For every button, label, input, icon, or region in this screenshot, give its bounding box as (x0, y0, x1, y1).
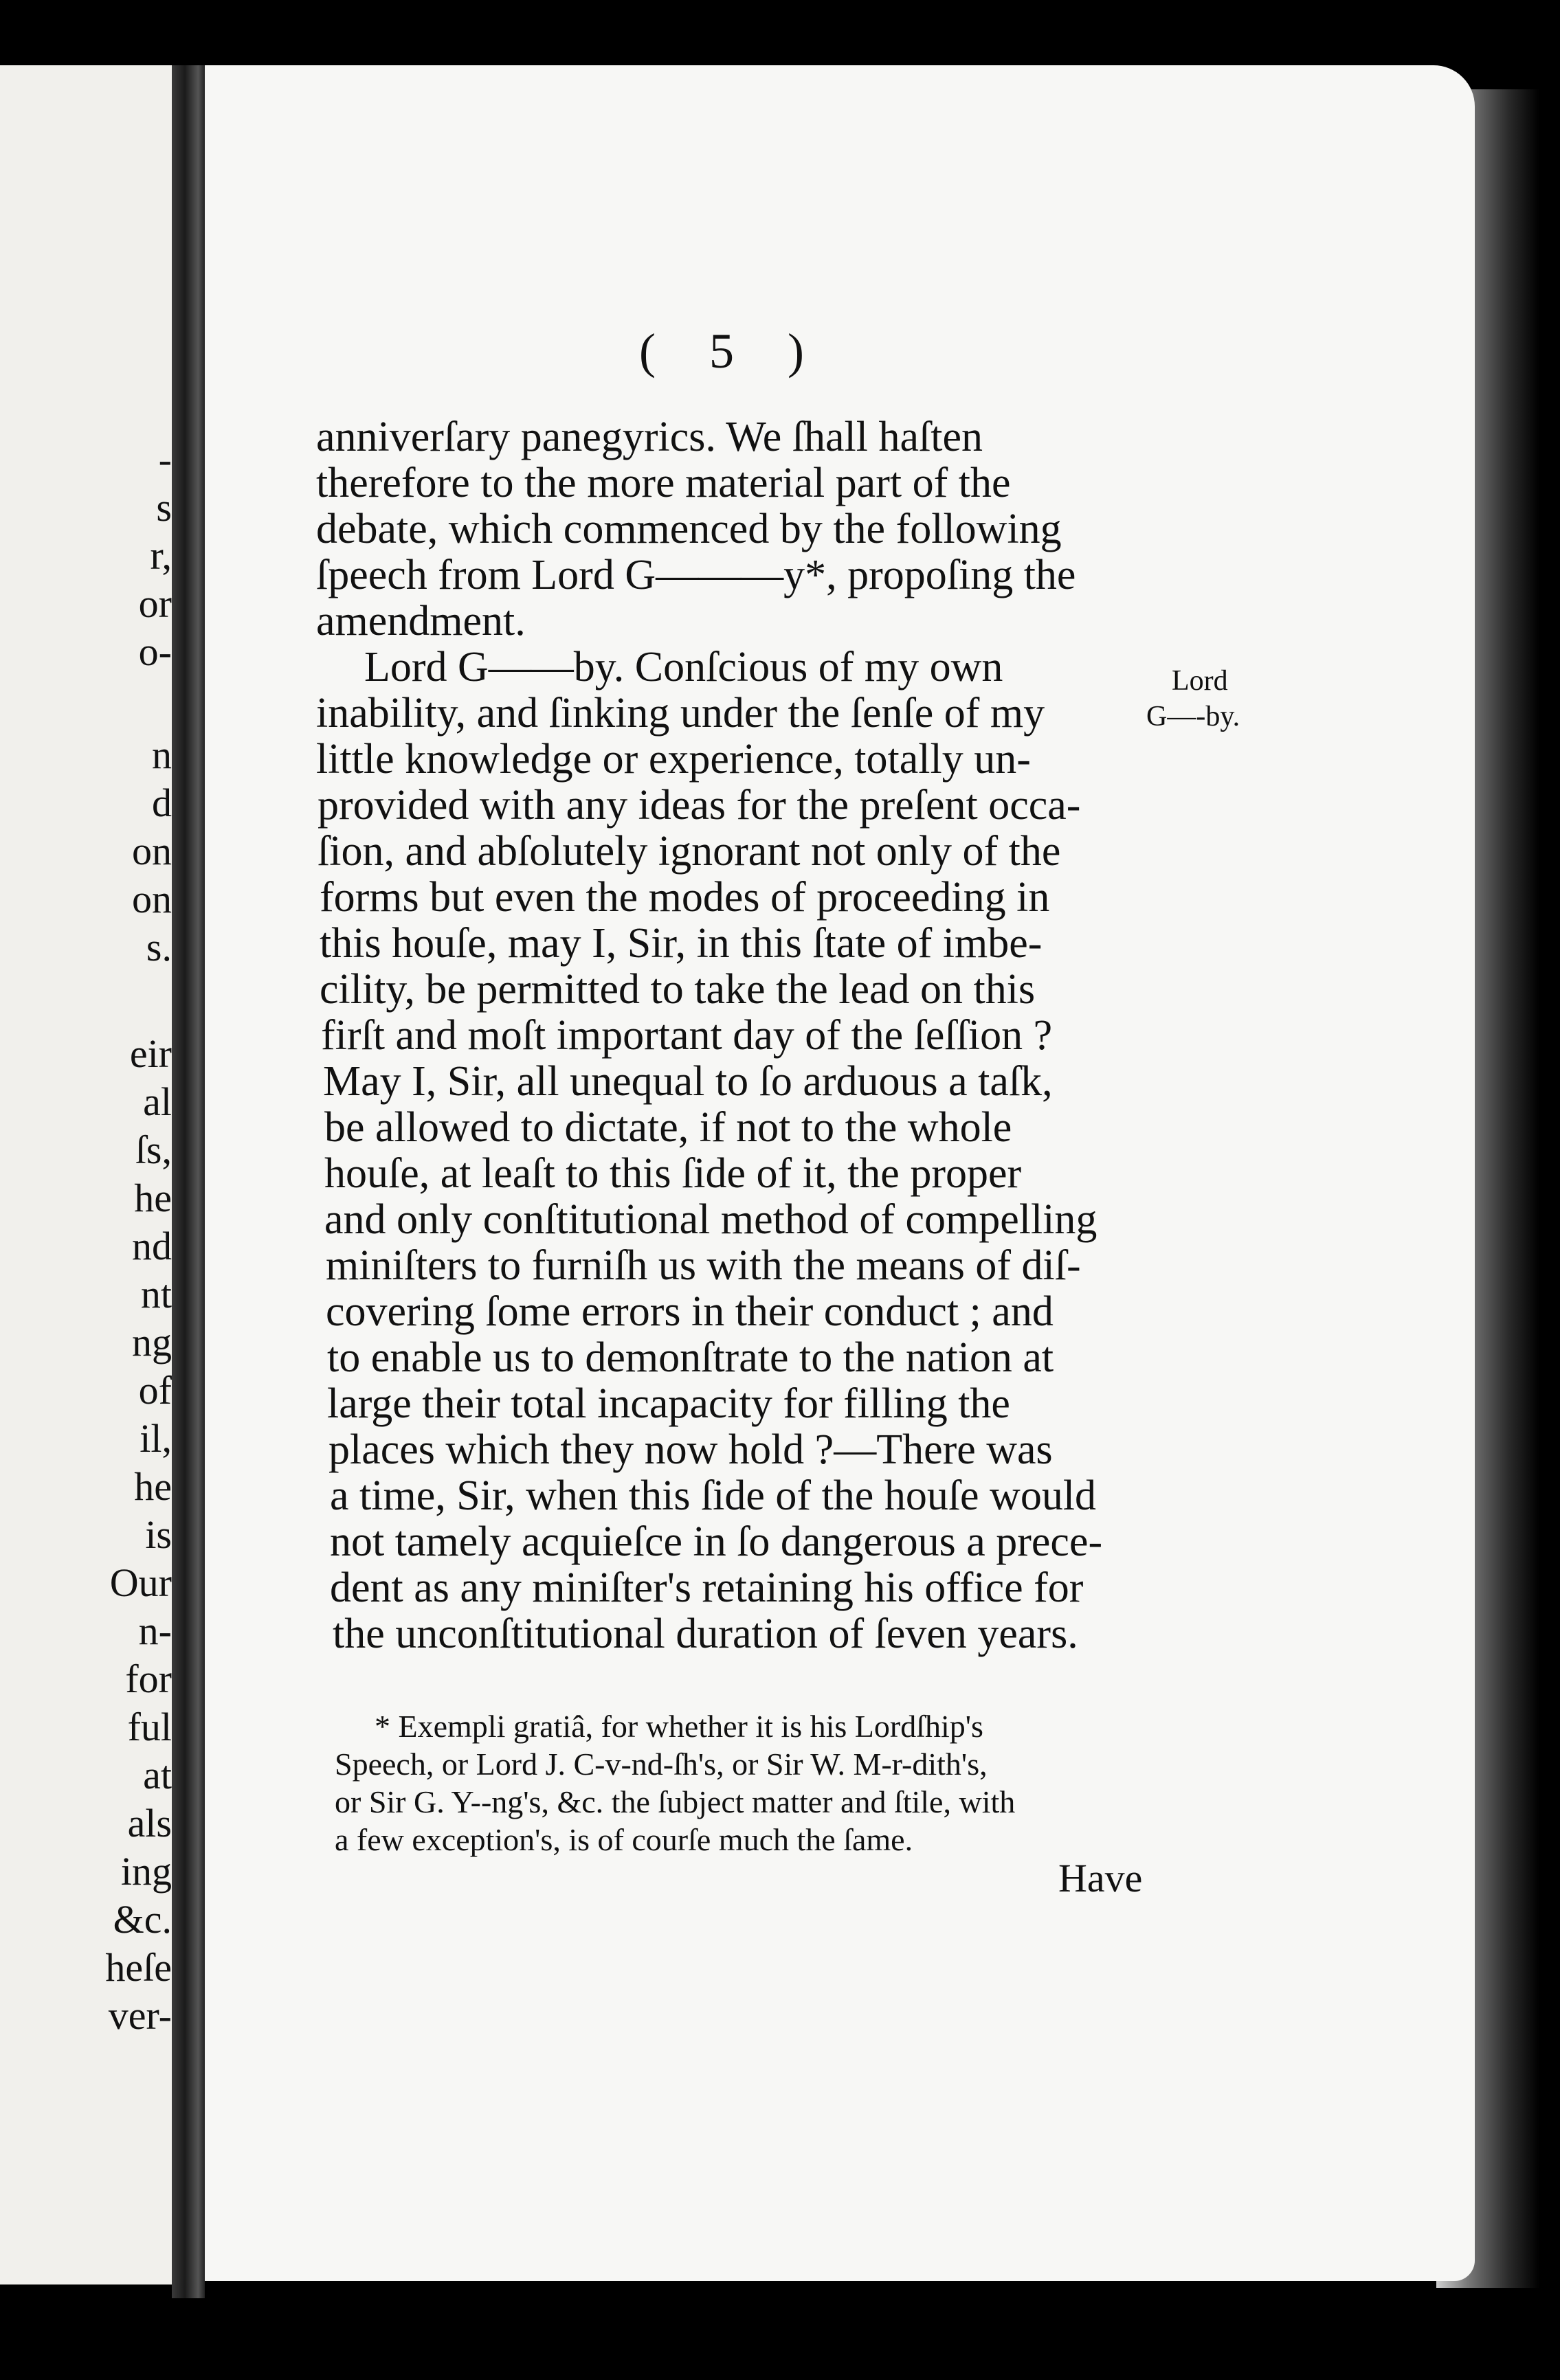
left-fragment: or (138, 581, 172, 626)
body-line: firſt and moſt important day of the ſeſſion ? (321, 1012, 1053, 1059)
body-line: houſe, at leaſt to this ſide of it, the proper (324, 1150, 1022, 1197)
body-line: May I, Sir, all unequal to ſo arduous a taſk, (323, 1058, 1053, 1105)
body-line: miniſters to furniſh us with the means of diſ- (326, 1242, 1081, 1289)
left-fragment: at (143, 1753, 172, 1797)
left-fragment: is (145, 1512, 172, 1557)
body-line: and only conſtitutional method of compelling (324, 1196, 1097, 1243)
left-fragment: nt (140, 1272, 172, 1316)
body-line: the unconſtitutional duration of ſeven years. (333, 1610, 1078, 1657)
left-fragment: r, (150, 533, 172, 578)
body-line: be allowed to dictate, if not to the whole (324, 1104, 1012, 1151)
body-line: places which they now hold ?—There was (328, 1426, 1053, 1473)
left-fragment: n (152, 732, 172, 777)
left-fragment: ver- (108, 1993, 172, 2038)
body-line: little knowledge or experience, totally un- (316, 736, 1031, 783)
margin-note-line: Lord (1172, 665, 1228, 697)
left-fragment: for (125, 1657, 172, 1701)
body-line: not tamely acquieſce in ſo dangerous a prece- (330, 1518, 1103, 1565)
body-line: this houſe, may I, Sir, in this ſtate of imbe- (320, 920, 1043, 967)
footnote-line: a few exception's, is of courſe much the ſame. (335, 1822, 913, 1857)
body-line: dent as any miniſter's retaining his office for (330, 1564, 1084, 1611)
left-fragment: of (138, 1368, 172, 1413)
left-fragment: on (132, 829, 172, 873)
left-fragment: il, (140, 1416, 172, 1461)
body-line: a time, Sir, when this ſide of the houſe would (330, 1472, 1097, 1519)
left-fragment: heſe (105, 1945, 172, 1990)
left-fragment: d (152, 781, 172, 825)
body-line: ſion, and abſolutely ignorant not only of the (317, 828, 1061, 875)
body-line: to enable us to demonſtrate to the nation at (327, 1334, 1054, 1381)
body-line: provided with any ideas for the preſent occa- (317, 782, 1081, 829)
catchword: Have (1058, 1856, 1143, 1900)
left-fragment: ng (132, 1320, 172, 1365)
footnote-line: * Exempli gratiâ, for whether it is his Lordſhip's (375, 1709, 983, 1744)
body-line: cility, be permitted to take the lead on this (320, 966, 1036, 1013)
left-fragment: s (156, 485, 172, 530)
left-fragment: - (158, 437, 172, 482)
left-fragment: n- (138, 1608, 172, 1653)
left-fragment: nd (132, 1224, 172, 1268)
body-line: covering ſome errors in their conduct ; and (326, 1288, 1054, 1335)
left-fragment: o- (138, 629, 172, 674)
left-fragment: ful (127, 1705, 172, 1749)
left-fragment: s. (146, 925, 172, 969)
left-fragment: ſs, (135, 1127, 172, 1172)
left-fragment: &c. (113, 1897, 172, 1942)
left-fragment: eir (129, 1031, 172, 1076)
body-line: anniverſary panegyrics. We ſhall haſten (316, 414, 983, 460)
body-line: amendment. (316, 598, 526, 644)
left-fragment: ing (120, 1849, 172, 1894)
left-fragment: al (143, 1079, 172, 1124)
body-line: inability, and ſinking under the ſenſe of my (316, 690, 1045, 737)
left-fragment: he (134, 1464, 172, 1509)
body-line: Lord G——by. Conſcious of my own (364, 644, 1003, 691)
body-line: large their total incapacity for filling the (327, 1380, 1010, 1427)
left-fragment: Our (109, 1560, 172, 1605)
body-line: forms but even the modes of proceeding in (320, 874, 1050, 921)
footnote-line: Speech, or Lord J. C-v-nd-ſh's, or Sir W. M-r-dith's, (335, 1747, 988, 1782)
body-line: therefore to the more material part of the (316, 460, 1011, 506)
left-fragment: als (127, 1801, 172, 1845)
body-line: ſpeech from Lord G———y*, propoſing the (316, 552, 1076, 598)
footnote-line: or Sir G. Y--ng's, &c. the ſubject matter and ſtile, with (335, 1784, 1016, 1819)
page-number: ( 5 ) (639, 324, 825, 379)
left-fragment: on (132, 877, 172, 921)
body-line: debate, which commenced by the following (316, 506, 1062, 552)
left-fragment: he (134, 1176, 172, 1220)
margin-note-line: G—-by. (1146, 701, 1240, 732)
